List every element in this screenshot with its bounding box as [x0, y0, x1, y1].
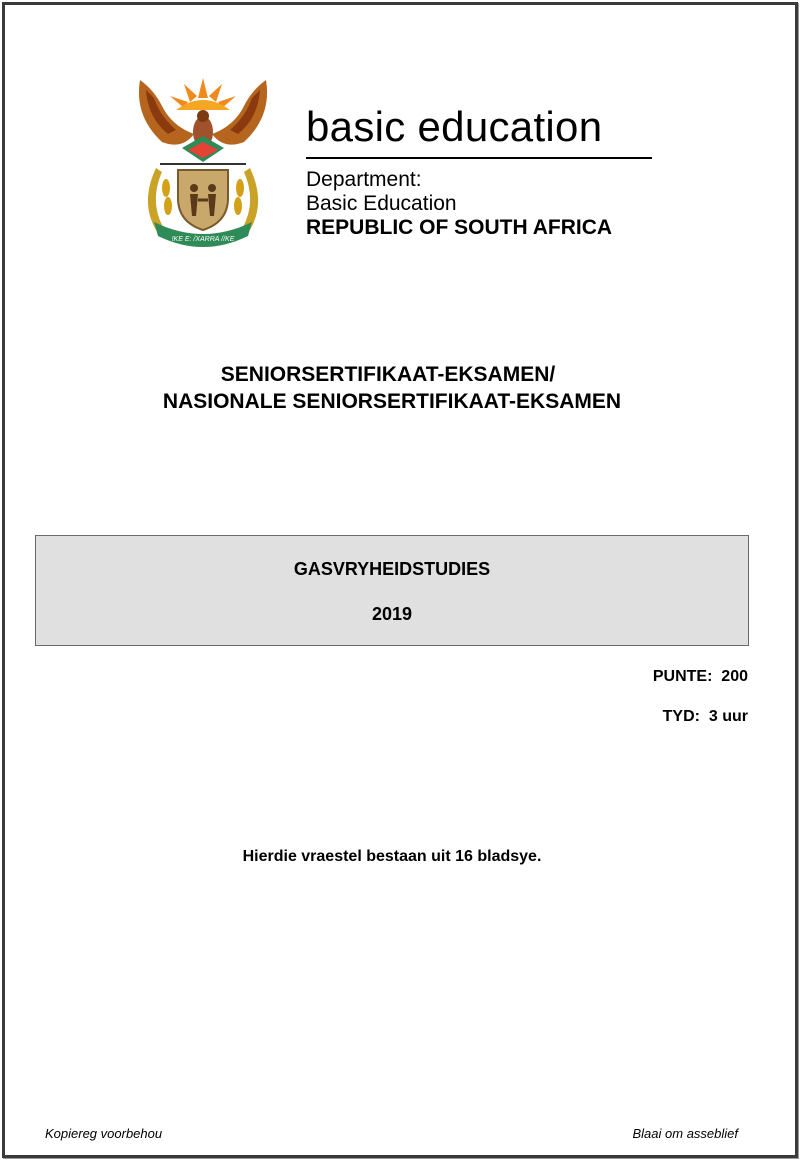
- brand-title: basic education: [306, 103, 603, 150]
- marks-info: PUNTE: 200: [652, 668, 748, 685]
- subject-name: GASVRYHEIDSTUDIES: [293, 559, 491, 579]
- exam-year: 2019: [371, 604, 413, 624]
- turn-over-footer: Blaai om asseblief: [632, 1126, 738, 1141]
- south-africa-coat-of-arms-icon: [132, 76, 274, 252]
- exam-title-line-2: NASIONALE SENIORSERTIFIKAAT-EKSAMEN: [162, 390, 622, 413]
- subject-box: [35, 535, 749, 646]
- time-info: TYD: 3 uur: [662, 708, 748, 725]
- country-label: REPUBLIC OF SOUTH AFRICA: [306, 216, 613, 239]
- page-count-note: Hierdie vraestel bestaan uit 16 bladsye.: [242, 848, 542, 865]
- exam-title-line-1: SENIORSERTIFIKAAT-EKSAMEN/: [220, 363, 556, 386]
- motto-text: !KE E: /XARRA //KE: [171, 236, 235, 243]
- department-label: Department:: [306, 168, 422, 191]
- brand-divider: [306, 157, 652, 159]
- copyright-footer: Kopiereg voorbehou: [45, 1126, 163, 1141]
- basic-education-label: Basic Education: [306, 192, 457, 215]
